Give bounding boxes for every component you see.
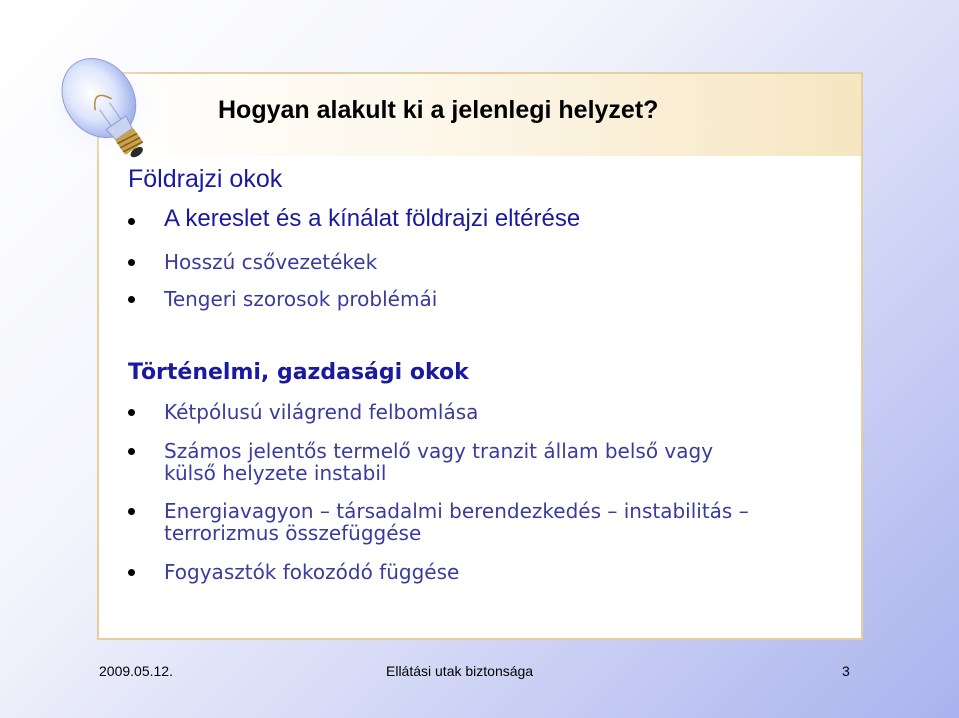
list-item-text-line2: terrorizmus összefüggése [164, 521, 422, 545]
footer-date: 2009.05.12. [99, 663, 173, 679]
list-item-text-line2: külső helyzete instabil [164, 461, 387, 485]
list-item-text: A kereslet és a kínálat földrajzi eltérése [164, 205, 581, 232]
bullet-icon [128, 508, 135, 515]
bullet-icon [128, 569, 135, 576]
bullet-icon [128, 448, 135, 455]
bullet-icon [128, 409, 135, 416]
slide-title: Hogyan alakult ki a jelenlegi helyzet? [218, 96, 659, 124]
list-item-text: Fogyasztók fokozódó függése [164, 560, 460, 584]
footer-title: Ellátási utak biztonsága [386, 663, 534, 679]
list-item-text: Kétpólusú világrend felbomlása [164, 400, 479, 424]
list-item-text: Tengeri szorosok problémái [164, 287, 438, 311]
light-bulb-icon [30, 40, 205, 170]
bullet-icon [128, 259, 135, 266]
list-item-text-line1: Energiavagyon – társadalmi berendezkedés – instabilitás – [164, 499, 749, 523]
bullet-icon [128, 218, 135, 225]
content-frame [97, 72, 863, 640]
bullet-icon [128, 296, 135, 303]
section-heading-geographic: Földrajzi okok [128, 165, 283, 193]
page-number: 3 [842, 663, 850, 679]
section-heading-historical: Történelmi, gazdasági okok [128, 360, 469, 385]
list-item-text: Hosszú csővezetékek [164, 250, 378, 274]
list-item-text-line1: Számos jelentős termelő vagy tranzit állam belső vagy [164, 439, 714, 463]
